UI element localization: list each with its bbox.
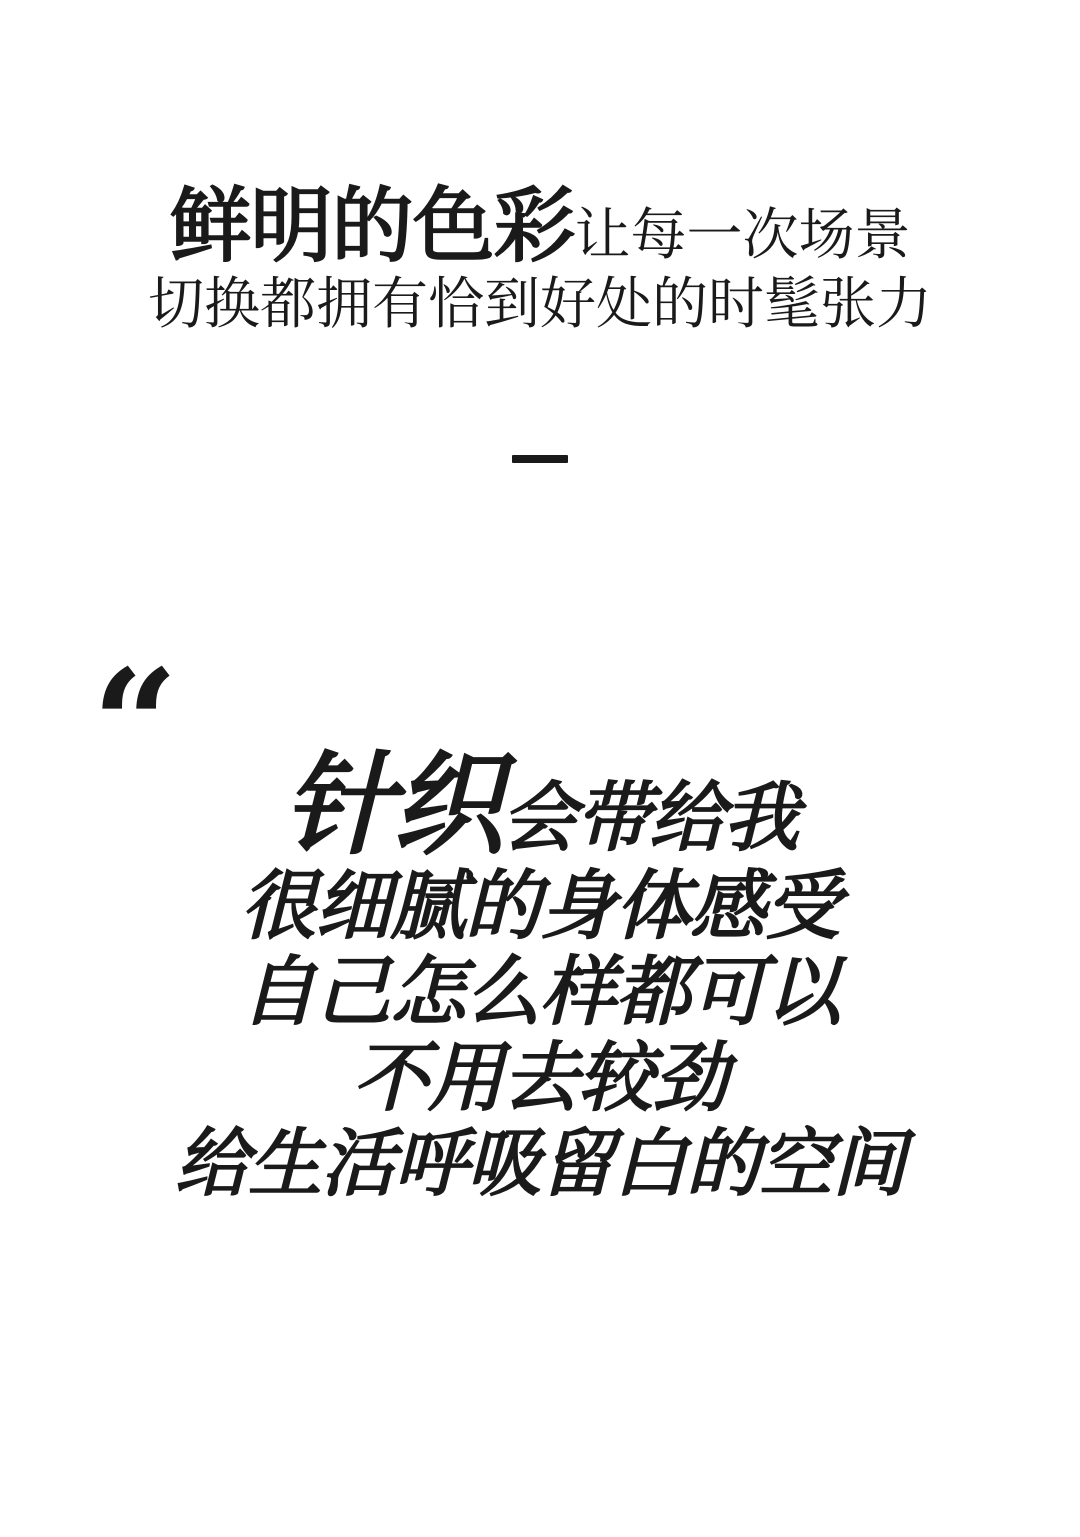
quote-line-5: 给生活呼吸留白的空间: [175, 1121, 905, 1205]
quote-emphasis: 针织: [283, 743, 501, 868]
quote-line-1-rest: 会带给我: [501, 776, 797, 861]
quote-line-1: [40, 743, 1040, 868]
headline-block: [0, 181, 1080, 335]
headline-line-1-rest: 让每一次场景: [574, 203, 911, 266]
quote-line-4: 不用去较劲: [352, 1035, 728, 1121]
quote-body: [0, 743, 1080, 1205]
headline-emphasis: 鲜明的色彩: [169, 181, 575, 272]
section-divider: [512, 455, 568, 463]
quote-line-3: 自己怎么样都可以: [240, 949, 840, 1035]
quote-line-2: 很细腻的身体感受: [240, 864, 840, 949]
headline-line-2: 切换都拥有恰到好处的时髦张力: [148, 271, 932, 335]
quote-mark-icon: “: [92, 637, 173, 813]
headline-line-1: [60, 181, 1020, 272]
